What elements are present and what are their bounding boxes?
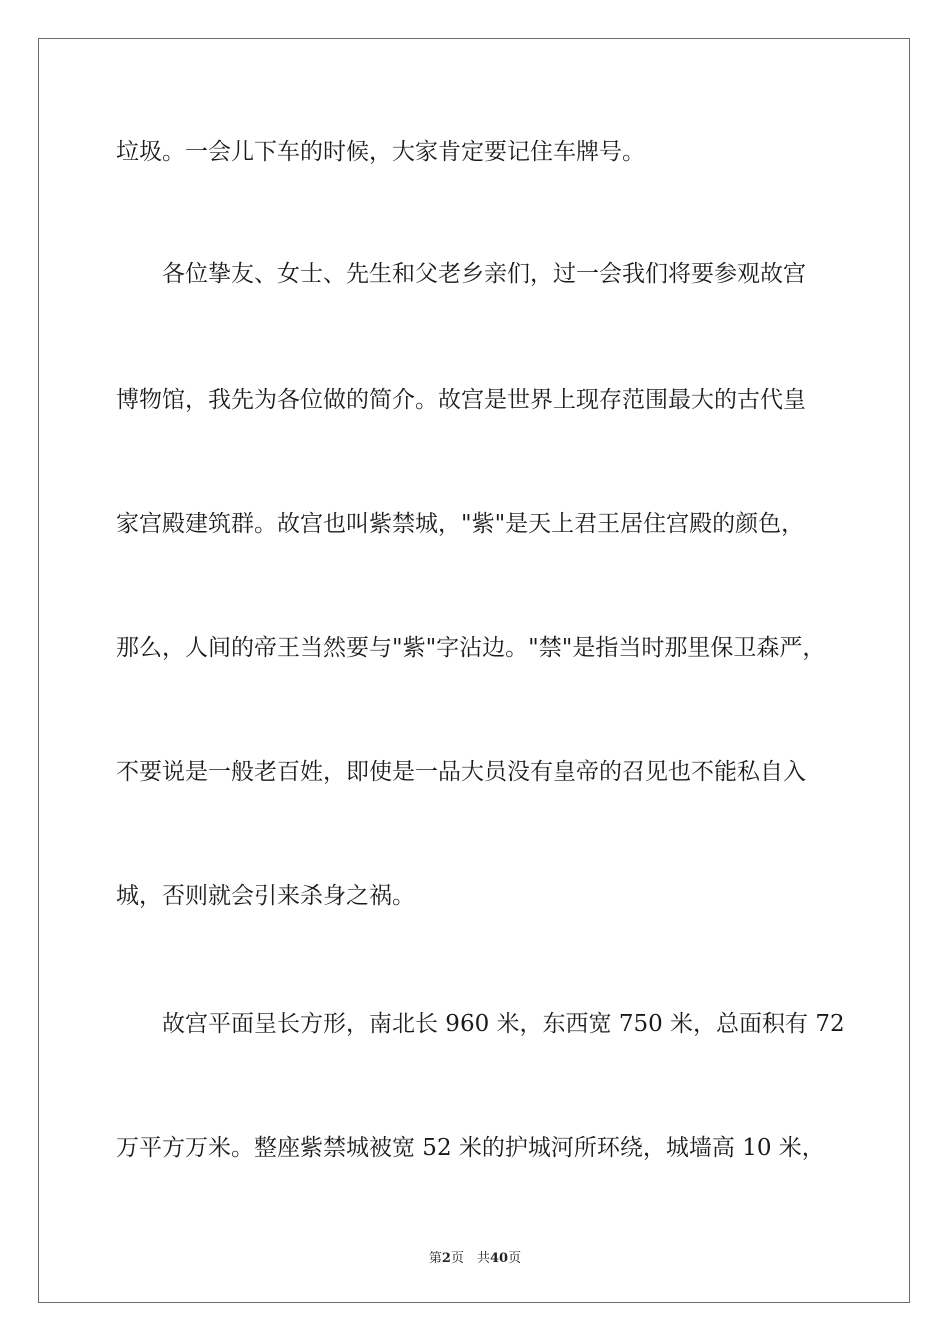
footer-total-pages: 40 <box>489 1251 509 1266</box>
text-line: 不要说是一般老百姓，即使是一品大员没有皇帝的召见也不能私自入 <box>116 759 806 785</box>
text-line: 家宫殿建筑群。故宫也叫紫禁城，"紫"是天上君王居住宫殿的颜色， <box>116 511 805 537</box>
text-line: 各位挚友、女士、先生和父老乡亲们，过一会我们将要参观故宫 <box>116 261 806 287</box>
text-line: 万平方万米。整座紫禁城被宽 52 米的护城河所环绕，城墙高 10 米， <box>116 1135 825 1161</box>
page-border <box>38 38 910 1303</box>
footer-middle: 页 共 <box>450 1251 490 1266</box>
text-line: 故宫平面呈长方形，南北长 960 米，东西宽 750 米，总面积有 72 <box>116 1011 845 1037</box>
footer-suffix: 页 <box>508 1251 522 1266</box>
text-line: 博物馆，我先为各位做的简介。故宫是世界上现存范围最大的古代皇 <box>116 387 806 413</box>
text-line: 那么，人间的帝王当然要与"紫"字沾边。"禁"是指当时那里保卫森严， <box>116 635 826 661</box>
footer-page-number: 2 <box>441 1251 451 1266</box>
page-footer <box>0 1247 950 1266</box>
text-line: 城，否则就会引来杀身之祸。 <box>116 883 415 909</box>
text-line: 垃圾。一会儿下车的时候，大家肯定要记住车牌号。 <box>116 139 645 165</box>
footer-prefix: 第 <box>428 1251 442 1266</box>
